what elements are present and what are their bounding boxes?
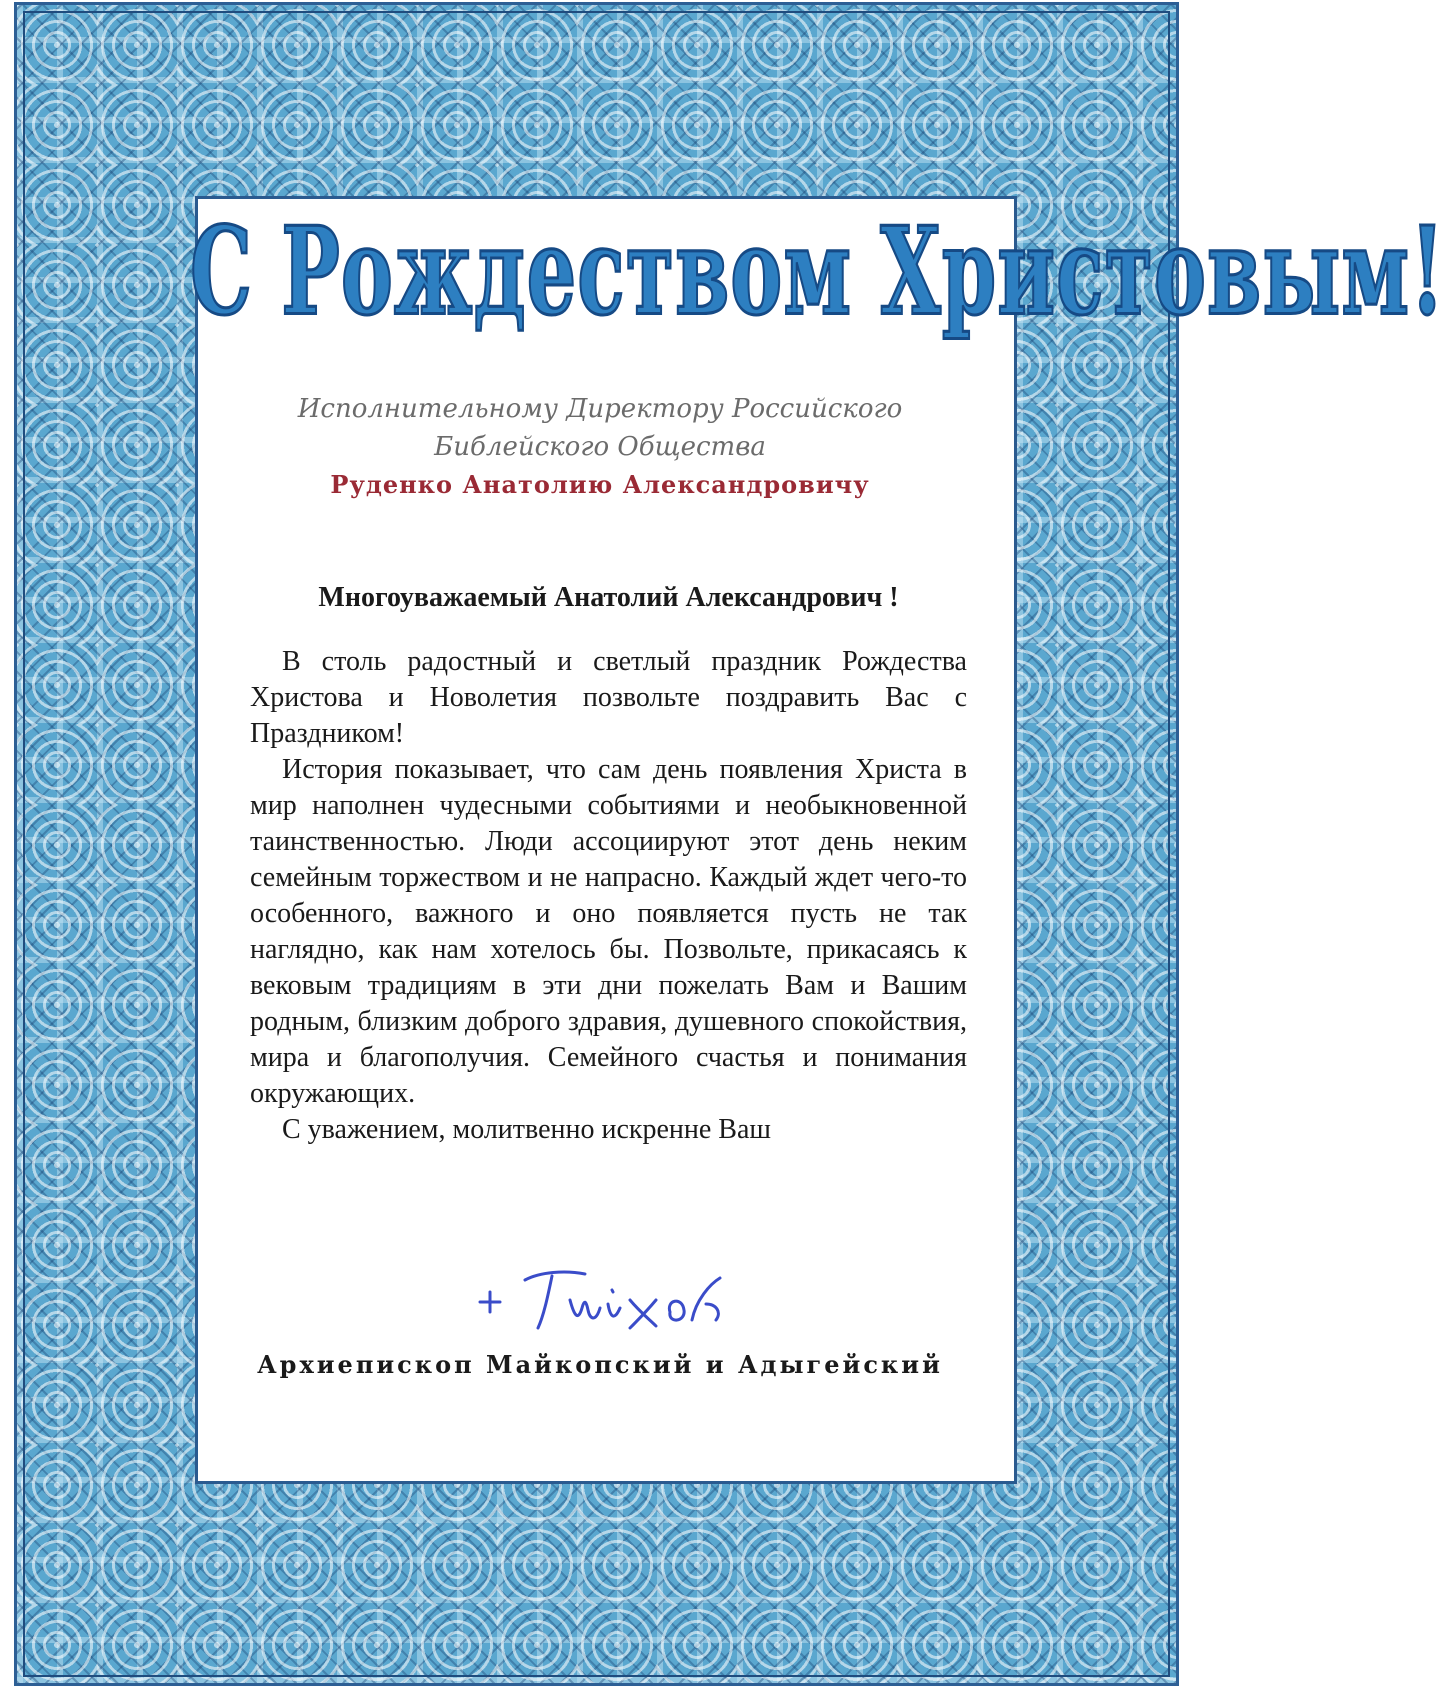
handwritten-signature [470,1260,730,1340]
recipient-name: Руденко Анатолию Александровичу [330,470,870,499]
recipient-role: Исполнительному Директору Российского Библейского Общества [297,394,903,462]
salutation: Многоуважаемый Анатолий Александрович ! [318,582,899,613]
closing-line: С уважением, молитвенно искренне Ваш [282,1114,771,1145]
paragraph-1: В столь радостный и светлый праздник Рождества Христова и Новолетия позвольте поздравить Вас с Праздником! [250,646,967,749]
signer-title: Архиепископ Майкопский и Адыгейский [257,1350,943,1379]
greeting-heading: С Рождеством Христовым! [190,202,1445,344]
letter-body [250,580,967,1148]
paragraph-2: История показывает, что сам день появления Христа в мир наполнен чудесными событиями и необыкновенной таинственностью. Люди ассоциируют этот день неким семейным торжеством и не напрасно. Каждый ждет чего-то особенного, важного и оно появляется пусть не так наглядно, как нам хотелось бы. Позвольте, прикасаясь к вековым традициям в эти дни пожелать Вам и Вашим родным, близким доброго здравия, душевного спокойствия, мира и благополучия. Семейного счастья и понимания окружающих. [250,754,967,1109]
